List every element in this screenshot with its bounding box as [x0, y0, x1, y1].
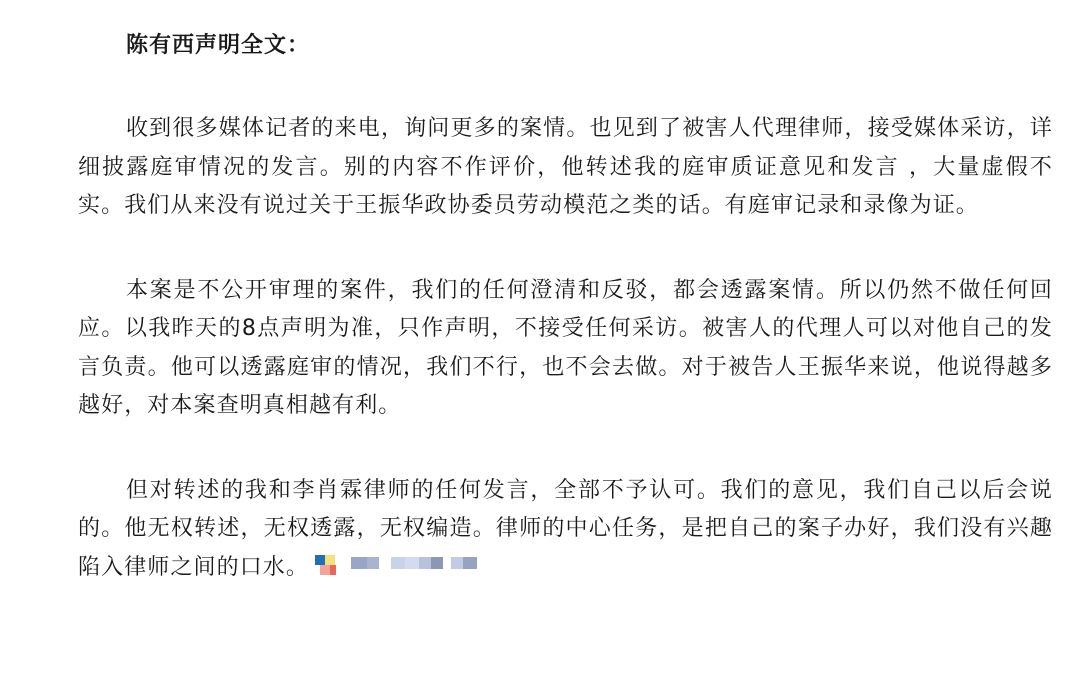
- paragraph-1: 收到很多媒体记者的来电，询问更多的案情。也见到了被害人代理律师，接受媒体采访，详细披露庭审情况的发言。别的内容不作评价，他转述我的庭审质证意见和发言 ，大量虚假不实。我们从来没有说过关于王振华政协委员劳动模范之类的话。有庭审记录和录像为证。: [78, 116, 1053, 218]
- paragraph-3-text: 但对转述的我和李肖霖律师的任何发言，全部不予认可。我们的意见，我们自己以后会说的。他无权转述，无权透露，无权编造。律师的中心任务，是把自己的案子办好，我们没有兴趣陷入律师之间的口水。: [78, 477, 1053, 580]
- redaction-pixel: [351, 557, 367, 569]
- redaction-pixel: [431, 557, 443, 569]
- pixelated-redaction: [315, 555, 495, 577]
- statement-title: 陈有西声明全文：: [126, 33, 311, 58]
- redaction-pixel: [419, 557, 431, 569]
- statement-document: [78, 28, 1053, 587]
- redaction-pixel: [463, 557, 477, 569]
- redaction-pixel: [451, 557, 463, 569]
- paragraph-3: [78, 472, 1053, 588]
- redaction-pixel: [391, 557, 405, 569]
- redaction-pixel: [405, 557, 419, 569]
- paragraph-2: 本案是不公开审理的案件，我们的任何澄清和反驳，都会透露案情。所以仍然不做任何回应。以我昨天的8点声明为准，只作声明，不接受任何采访。被害人的代理人可以对他自己的发言负责。他可以透露庭审的情况，我们不行，也不会去做。对于被告人王振华来说，他说得越多越好，对本案查明真相越有利。: [78, 277, 1053, 418]
- redaction-pixel: [367, 557, 379, 569]
- redaction-pixel: [315, 555, 325, 565]
- redaction-pixel: [320, 565, 330, 575]
- redaction-pixel: [330, 565, 336, 575]
- redaction-pixel: [325, 555, 335, 565]
